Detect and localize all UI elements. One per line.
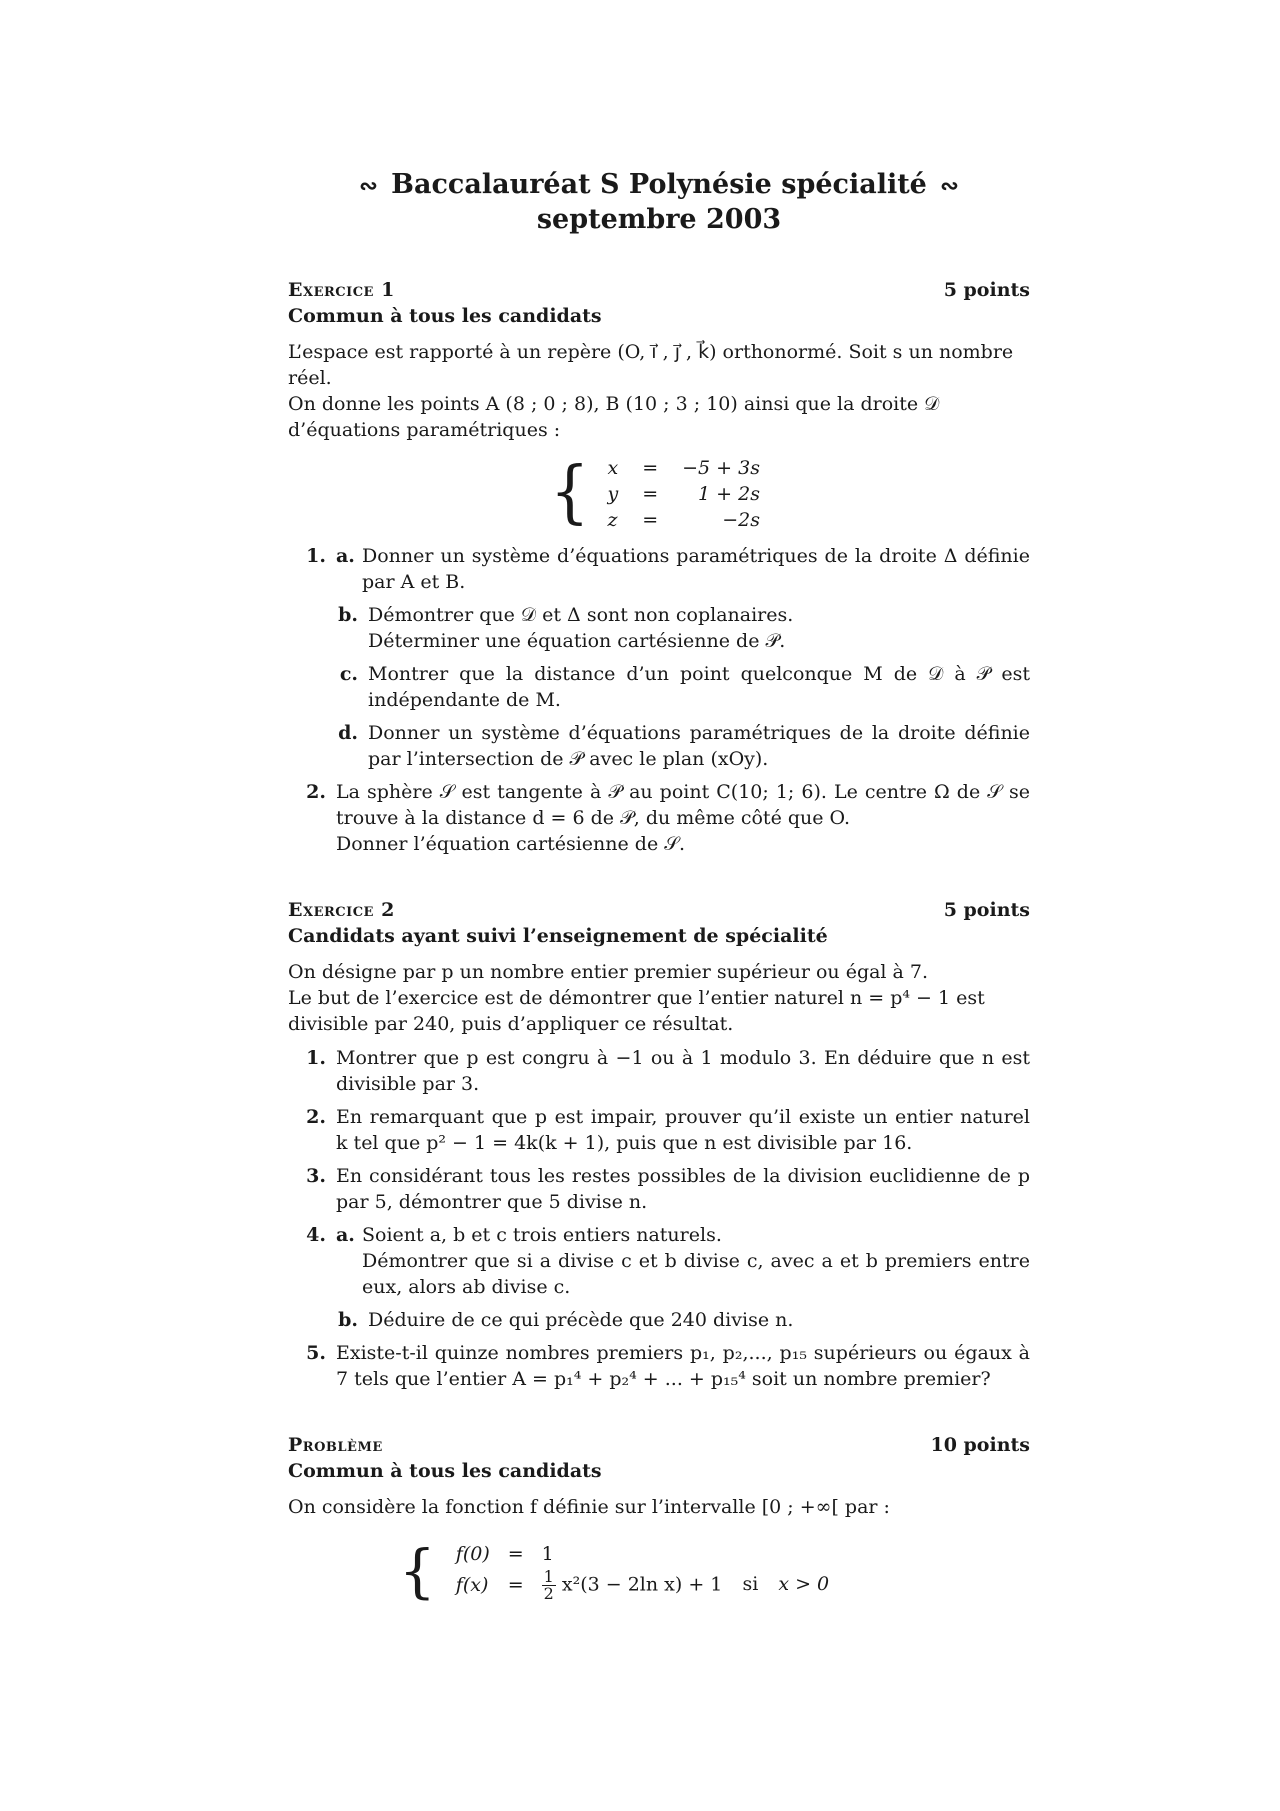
ex1-q1b-line-2: Déterminer une équation cartésienne de 𝒫. — [368, 630, 786, 652]
ex2-q4a-line-2: Démontrer que si a divise c et b divise c, avec a et b premiers entre eux, alors ab divise c. — [362, 1250, 1030, 1298]
exercise-2-intro-1: On désigne par p un nombre entier premier supérieur ou égal à 7. — [288, 961, 929, 983]
ex2-question-5 — [288, 1340, 1030, 1392]
question-number: 3. — [306, 1165, 326, 1187]
ex2-q5-text: Existe-t-il quinze nombres premiers p₁, p₂,..., p₁₅ supérieurs ou égaux à 7 tels que l’entier A = p₁⁴ + p₂⁴ + ... + p₁₅⁴ soit un nombre premier? — [336, 1342, 1030, 1390]
system-row — [599, 455, 768, 481]
parametric-system — [288, 451, 1030, 533]
ex1-q1d-text: Donner un système d’équations paramétriques de la droite définie par l’intersection de 𝒫 avec le plan (xOy). — [368, 722, 1030, 770]
ex1-q2-line-1: La sphère 𝒮 est tangente à 𝒫 au point C(10; 1; 6). Le centre Ω de 𝒮 se trouve à la distance d = 6 de 𝒫, du même côté que O. — [336, 781, 1030, 829]
exercise-1-name: Exercice 1 — [288, 279, 395, 301]
ex1-q1b-line-1: Démontrer que 𝒟 et Δ sont non coplanaires. — [368, 604, 794, 626]
system-table — [599, 455, 768, 533]
system-rhs: 1 + 2s — [698, 483, 760, 505]
system-lhs: z — [607, 509, 618, 531]
left-brace-icon: { — [550, 451, 590, 532]
question-number: 1. — [306, 545, 326, 567]
system-row — [599, 507, 768, 533]
ex2-question-4 — [288, 1222, 1030, 1300]
ex2-question-4b — [288, 1307, 1030, 1333]
ornament-left-icon: ∾ — [359, 173, 378, 199]
question-number: 4. — [306, 1224, 326, 1246]
ex2-question-3 — [288, 1163, 1030, 1215]
exercise-1-intro-2: On donne les points A (8 ; 0 ; 8), B (10 ; 3 ; 10) ainsi que la droite 𝒟 d’équations paramétriques : — [288, 393, 940, 441]
question-number: 5. — [306, 1342, 326, 1364]
exercise-1-points: 5 points — [943, 279, 1030, 301]
exercise-2-header — [288, 897, 1030, 923]
ex2-q4a-line-1: Soient a, b et c trois entiers naturels. — [362, 1224, 722, 1246]
subquestion-label: a. — [336, 1224, 355, 1246]
ex1-q1a-text: Donner un système d’équations paramétriques de la droite Δ définie par A et B. — [362, 545, 1030, 593]
ex1-q2-line-2: Donner l’équation cartésienne de 𝒮. — [336, 833, 685, 855]
problem-header — [288, 1432, 1030, 1458]
system-eq: = — [642, 483, 659, 505]
ex2-question-2 — [288, 1104, 1030, 1156]
question-number: 1. — [306, 1047, 326, 1069]
fraction-denominator: 2 — [543, 1583, 554, 1603]
function-expression: x²(3 − 2ln x) + 1 — [561, 1573, 723, 1595]
function-rhs — [534, 1566, 837, 1603]
function-eq: = — [507, 1574, 524, 1596]
exercise-1-audience: Commun à tous les candidats — [288, 305, 602, 327]
system-rhs: −5 + 3s — [682, 457, 760, 479]
exercise-2-intro-2: Le but de l’exercice est de démontrer que l’entier naturel n = p⁴ − 1 est divisible par 240, puis d’appliquer ce résultat. — [288, 987, 985, 1035]
system-lhs: x — [607, 457, 619, 479]
condition: x > 0 — [778, 1573, 830, 1595]
problem-intro: On considère la fonction f définie sur l’intervalle [0 ; +∞[ par : — [288, 1496, 890, 1518]
system-rhs: −2s — [722, 509, 760, 531]
function-definition — [208, 1538, 1030, 1604]
subquestion-label: b. — [338, 604, 358, 626]
system-eq: = — [642, 509, 659, 531]
question-number: 2. — [306, 781, 326, 803]
ornament-right-icon: ∾ — [940, 173, 959, 199]
problem-name: Problème — [288, 1434, 383, 1456]
condition-word: si — [742, 1573, 759, 1595]
document-title — [288, 168, 1030, 237]
system-lhs: y — [607, 483, 619, 505]
ex2-q2-text: En remarquant que p est impair, prouver qu’il existe un entier naturel k tel que p² − 1 = 4k(k + 1), puis que n est divisible par 16. — [336, 1106, 1030, 1154]
function-row — [448, 1569, 837, 1602]
subquestion-label: a. — [336, 545, 355, 567]
document-content — [288, 168, 1030, 1604]
question-number: 2. — [306, 1106, 326, 1128]
subquestion-label: d. — [338, 722, 358, 744]
title-line-1: Baccalauréat S Polynésie spécialité — [391, 169, 927, 200]
title-line-2: septembre 2003 — [536, 204, 782, 235]
fraction-numerator: 1 — [543, 1566, 554, 1586]
system-row — [599, 481, 768, 507]
ex1-question-2 — [288, 779, 1030, 857]
left-brace-icon: { — [398, 1537, 436, 1605]
ex1-question-1 — [288, 543, 1030, 595]
exercise-1-intro-1: L’espace est rapporté à un repère (O, i⃗ , j⃗ , k⃗) orthonormé. Soit s un nombre réel. — [288, 341, 1014, 389]
problem — [288, 1432, 1030, 1604]
function-rhs: 1 — [541, 1542, 554, 1565]
subquestion-label: b. — [338, 1309, 358, 1331]
function-row — [448, 1541, 837, 1567]
exercise-2-audience: Candidats ayant suivi l’enseignement de spécialité — [288, 925, 828, 947]
function-lhs: f(0) — [455, 1542, 490, 1565]
ex2-q3-text: En considérant tous les restes possibles de la division euclidienne de p par 5, démontrer que 5 divise n. — [336, 1165, 1030, 1213]
subquestion-label: c. — [339, 663, 358, 685]
ex2-question-1 — [288, 1045, 1030, 1097]
problem-audience: Commun à tous les candidats — [288, 1460, 602, 1482]
ex2-q1-text: Montrer que p est congru à −1 ou à 1 modulo 3. En déduire que n est divisible par 3. — [336, 1047, 1030, 1095]
function-eq: = — [507, 1542, 524, 1565]
ex1-question-1d — [288, 720, 1030, 772]
function-lhs: f(x) — [455, 1574, 489, 1596]
ex2-q4b-text: Déduire de ce qui précède que 240 divise n. — [368, 1309, 794, 1331]
function-table — [446, 1539, 839, 1604]
ex1-question-1c — [288, 661, 1030, 713]
exercise-2-points: 5 points — [943, 899, 1030, 921]
exercise-1 — [288, 277, 1030, 857]
exercise-2-name: Exercice 2 — [288, 899, 395, 921]
ex1-q1c-text: Montrer que la distance d’un point quelconque M de 𝒟 à 𝒫 est indépendante de M. — [368, 663, 1030, 711]
ex1-question-1b — [288, 602, 1030, 654]
fraction — [542, 1566, 556, 1603]
exercise-1-header — [288, 277, 1030, 303]
exercise-2 — [288, 897, 1030, 1392]
system-eq: = — [642, 457, 659, 479]
problem-points: 10 points — [930, 1434, 1030, 1456]
